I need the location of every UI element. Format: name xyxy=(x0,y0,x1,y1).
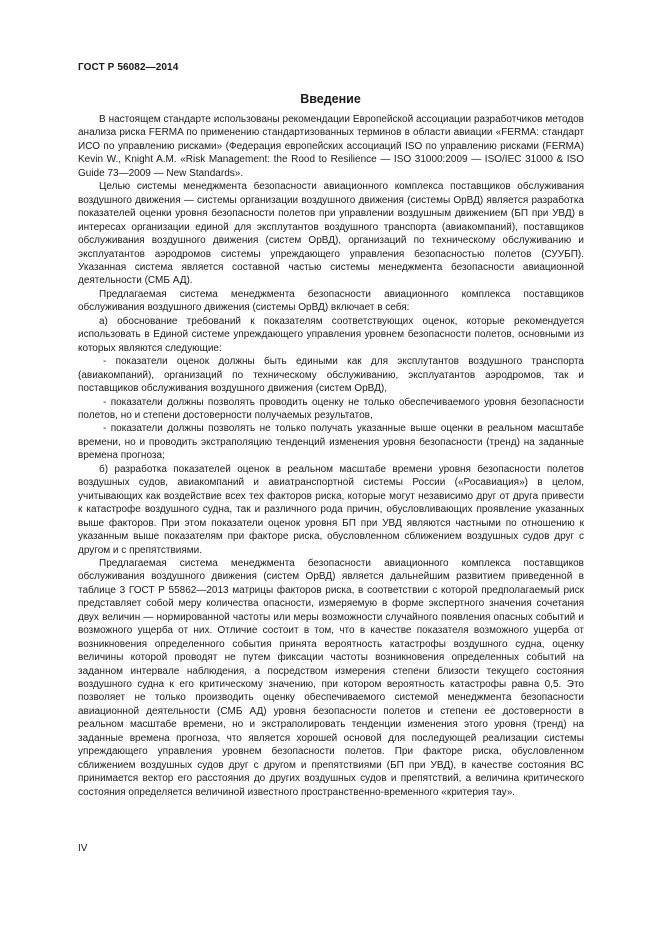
paragraph-development: Предлагаемая система менеджмента безопасности авиационного комплекса поставщиков обслуживания воздушного движения (систем ОрВД) является дальнейшим развитием приведенной в таблице 3 ГОСТ Р 55862—2013 матрицы факторов риска, в соответствии с которой предполагаемый риск представляет собой меру количества опасности, измеряемую в форме экспертного значения сочетания двух величин — нормированной частоты или меры возможности случайного появления опасных событий и возможного ущерба от них. Отличие состоит в том, что в качестве показателя возможного ущерба от возникновения определенного события принята вероятность катастрофы воздушного судна, оценку величины которой проводят не путем фиксации частоты возникновения определенных событий на заданном интервале наблюдения, а посредством измерения степени близости текущего состояния воздушного судна к его критическому значению, при котором вероятность катастрофы равна 0,5. Это позволяет не только производить оценку обеспечиваемого системой менеджмента безопасности авиационной деятельности (СМБ АД) уровня безопасности полетов и степени ее достоверности в реальном масштабе времени, но и экстраполировать тенденции изменения этого уровня (тренд) на заданные времена прогноза, что является хорошей основой для последующей реализации системы упреждающего управления уровнем безопасности полетов. При факторе риска, обусловленном сближением воздушных судов друг с другом и препятствиями (БП при УВД), в качестве состояния ВС принимается вектор его расстояния до других воздушных судов и препятствий, а величина критического состояния определяется величиной известного пространственно-временного «критерия тау». xyxy=(78,557,584,798)
section-title: Введение xyxy=(300,92,361,106)
document-body xyxy=(78,113,584,799)
list-item-a: а) обоснование требований к показателям соответствующих оценок, которые рекомендуется использовать в Единой системе упреждающего управления уровнем безопасности полетов, основными из которых являются следующие: xyxy=(78,315,584,354)
paragraph-includes: Предлагаемая система менеджмента безопасности авиационного комплекса поставщиков обслуживания воздушного движения (системы ОрВД) включает в себя: xyxy=(78,288,584,314)
bullet-unified-indicators: - показатели оценок должны быть едиными как для эксплутантов воздушного транспорта (авиакомпаний), организаций по техническому обслуживанию, эксплуатантов аэродромов, так и поставщиков обслуживания воздушного движения (систем ОрВД), xyxy=(78,356,584,395)
list-item-b: б) разработка показателей оценок в реальном масштабе времени уровня безопасности полетов воздушных судов, авиакомпаний и авиатранспортной системы России («Росавиация») в целом, учитывающих как воздействие всех тех факторов риска, которые могут независимо друг от друга привести к катастрофе воздушного судна, так и различного рода причин, обусловливающих проявление указанных выше факторов. При этом показатели оценок уровня БП при УВД являются частными по отношению к указанным выше показателям при факторе риска, обусловленном сближением воздушных судов друг с другом и с препятствиями. xyxy=(78,463,584,556)
document-code: ГОСТ Р 56082—2014 xyxy=(78,62,179,73)
bullet-realtime-trend: - показатели должны позволять не только получать указанные выше оценки в реальном масштабе времени, но и проводить экстраполяцию тенденций изменения уровня безопасности (тренд) на заданные времена прогноза; xyxy=(78,423,584,462)
bullet-reliability: - показатели должны позволять проводить оценку не только обеспечиваемого уровня безопасности полетов, но и степени достоверности получаемых результатов, xyxy=(78,396,584,421)
page-number: IV xyxy=(78,843,88,854)
paragraph-purpose: Целью системы менеджмента безопасности авиационного комплекса поставщиков обслуживания воздушного движения — системы организации воздушного движения (системы ОрВД) является разработка показателей оценки уровня безопасности полетов при управлении воздушным движением (БП при УВД) в интересах организации единой для эксплутантов воздушного транспорта (авиакомпаний), поставщиков обслуживания воздушного движения (систем ОрВД), организаций по техническому обслуживанию и эксплуатантов аэродромов системы упреждающего управления безопасностью полетов (СУУБП). Указанная система является составной частью системы менеджмента безопасности авиационной деятельности (СМБ АД). xyxy=(78,181,584,287)
paragraph-ferma: В настоящем стандарте использованы рекомендации Европейской ассоциации разработчиков методов анализа риска FERMA по применению стандартизованных терминов в области авиации «FERMA: стандарт ИСО по управлению рисками» (Федерация европейских ассоциаций ISO по управлению рисками (FERMA) Kevin W., Knight A.M. «Risk Management: the Rood to Resilience — ISO 31000:2009 — ISO/IEC 31000 & ISO Guide 73—2009 — New Standards». xyxy=(78,114,584,179)
